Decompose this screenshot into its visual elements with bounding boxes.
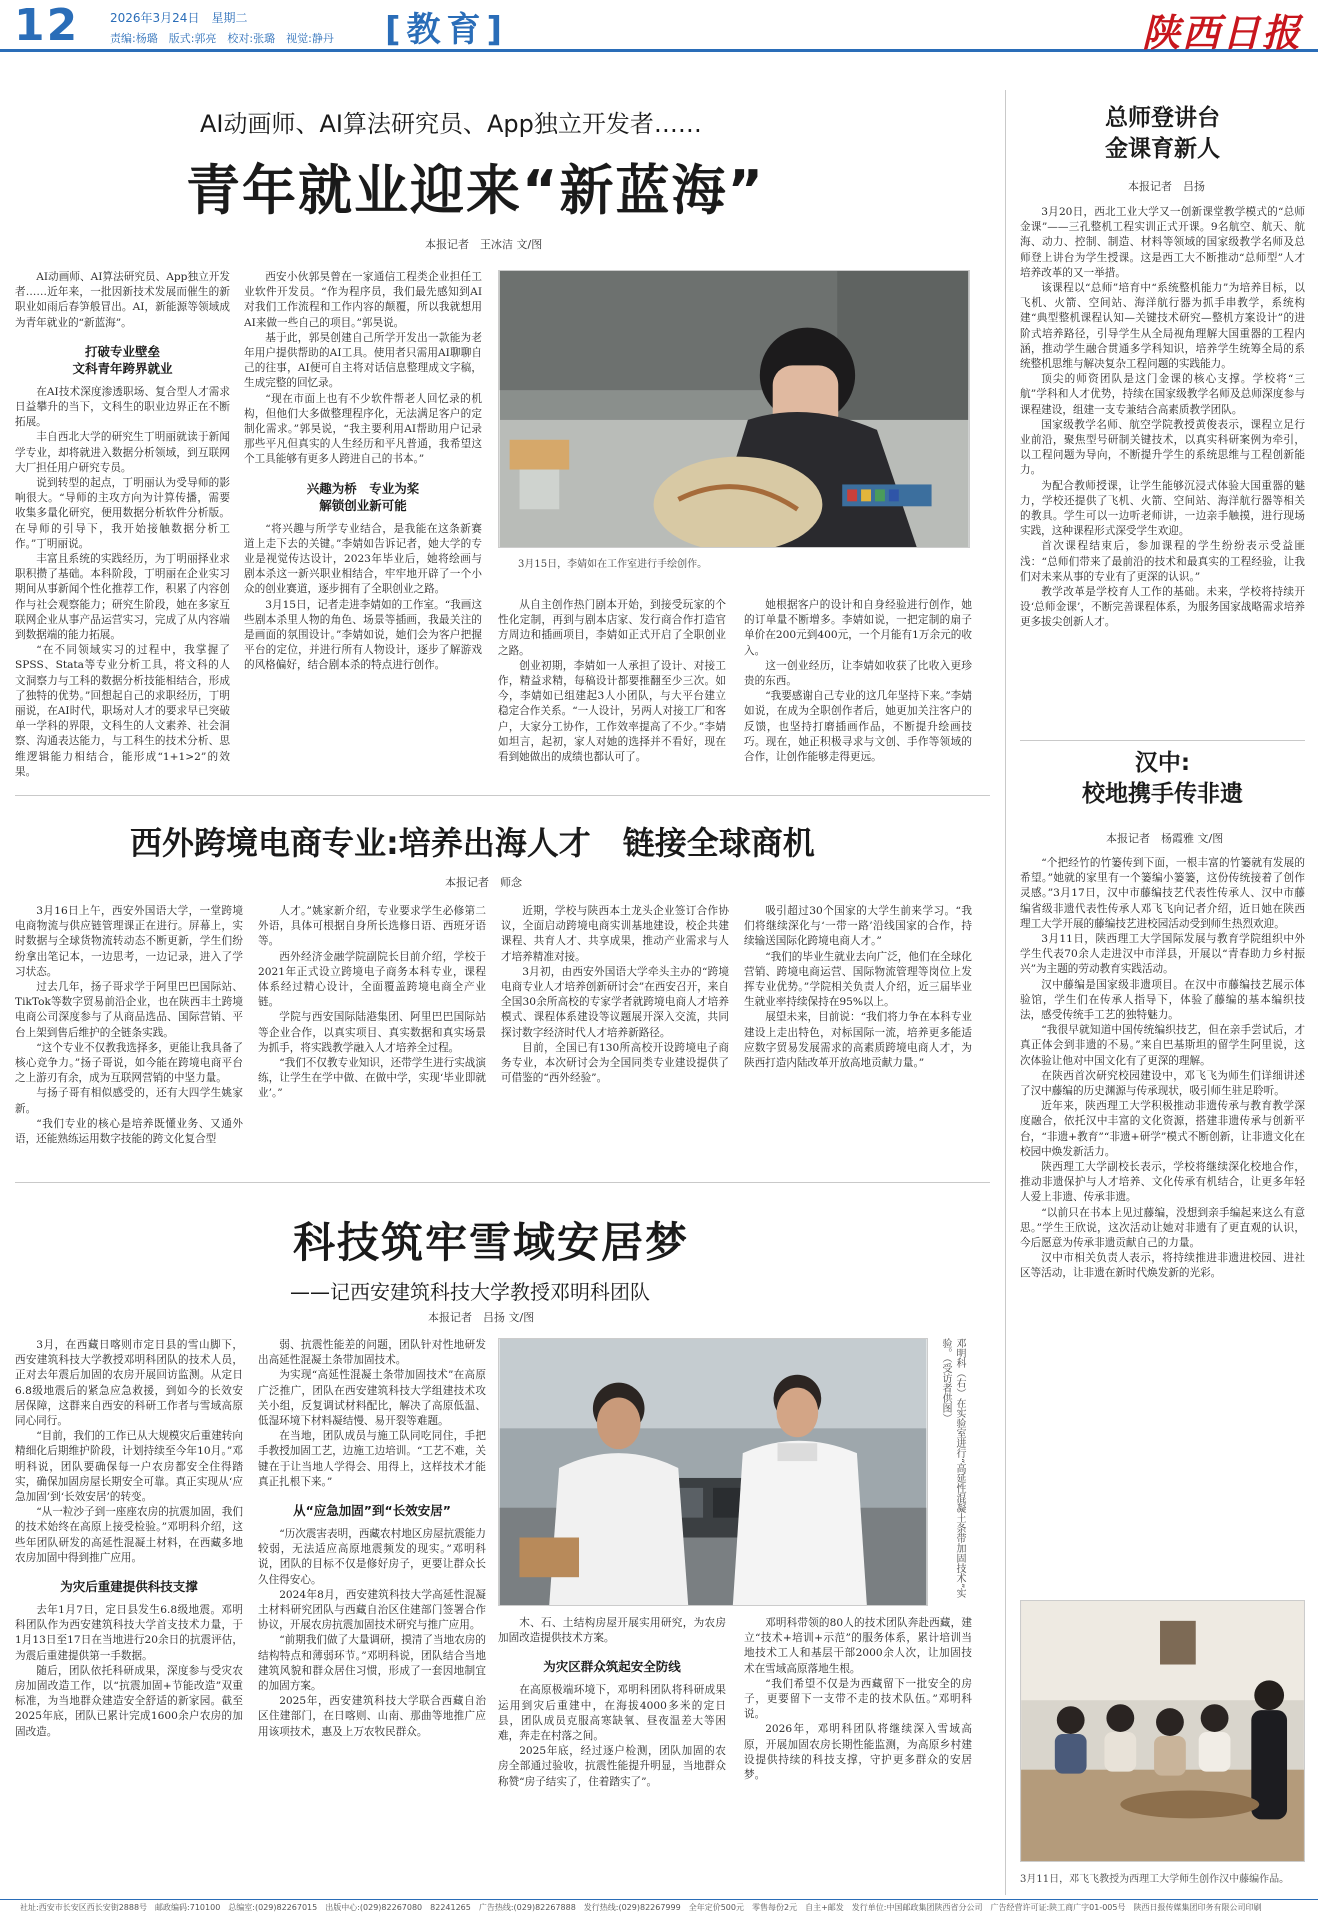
- lead-column-3: [498, 598, 726, 785]
- paragraph: 过去几年，扬子哥求学于阿里巴巴国际站、TikTok等数字贸易前沿企业，也在陕西丰土跨境电商公司深度参与了从商品选品、国际营销、平台上架到售后维护的全链条实践。: [15, 981, 243, 1039]
- paragraph: “我们专业的核心是培养既懂业务、又通外语，还能熟练运用数字技能的跨文化复合型: [15, 1117, 243, 1146]
- lead-headline: 青年就业迎来“新蓝海”: [186, 159, 765, 222]
- sidebar2-photo-caption: 3月11日，邓飞飞教授为西理工大学师生创作汉中藤编作品。: [1020, 1874, 1290, 1885]
- paragraph: “目前，我们的工作已从大规模灾后重建转向精细化后期维护阶段，计划持续至今年10月。”邓明科说，团队要确保每一户农房都安全住得踏实，确保加固房屋长期安全可靠。真正实现从‘应急加固’到‘长效安居’的转变。: [15, 1430, 243, 1504]
- paragraph: 人才。”姚家新介绍，专业要求学生必修第二外语，具体可根据自身所长选修日语、西班牙语等。: [258, 905, 486, 948]
- paragraph: 国家级教学名师、航空学院教授黄俊表示，课程立足行业前沿，聚焦型号研制关键技术，以真实科研案例为牵引，以工程问题为导向，不断提升学生的系统思维与工程创新能力。: [1020, 418, 1305, 477]
- article3-subhead-2: 从“应急加固”到“长效安居”: [293, 1503, 451, 1519]
- paragraph: 说到转型的起点，丁明丽认为受导师的影响很大。“导师的主攻方向为计算传播，需要收集多量化研究，便用数据分析软件分析版。在导师的引导下，我开始接触数据分析工作。”丁明丽说。: [15, 477, 230, 550]
- paragraph: 3月11日，陕西理工大学国际发展与教育学院组织中外学生代表70余人走进汉中市洋县，开展以“青春助力乡村振兴”为主题的劳动教育实践活动。: [1020, 933, 1305, 976]
- paragraph: “将兴趣与所学专业结合，是我能在这条新赛道上走下去的关键。”李婧如告诉记者，她大学的专业是视觉传达设计，2023年毕业后，她将绘画与剧本杀这一新兴职业相结合，牢牢地开辟了一个小众的创业赛道，逐步拥有了全职创业之路。: [244, 522, 482, 596]
- paragraph: 在高原极端环境下，邓明科团队将科研成果运用到灾后重建中，在海拔4000多米的定日县，团队成员克服高寒缺氧、昼夜温差大等困难，奔走在村落之间。: [498, 1684, 726, 1743]
- paragraph: 弱、抗震性能差的问题，团队针对性地研发出高延性混凝土条带加固技术。: [258, 1339, 486, 1367]
- paragraph: 近年来，陕西理工大学积极推动非遗传承与教育教学深度融合，依托汉中丰富的文化资源，搭建非遗传承与创新平台，“非遗+教育”“非遗+研学”模式不断创新，让非遗文化在校园中焕发新活力。: [1020, 1100, 1305, 1158]
- lead-column-4: [744, 598, 972, 785]
- paragraph: 陕西理工大学副校长表示，学校将继续深化校地合作，推动非遗保护与人才培养、文化传承有机结合，让更多年轻人爱上非遗、传承非遗。: [1020, 1161, 1305, 1204]
- paragraph: 3月，在西藏日喀则市定日县的雪山脚下，西安建筑科技大学教授邓明科团队的技术人员，正对去年震后加固的农房开展回访监测。从定日6.8级地震后的紧急应急救援，到如今的长效安居保障，这群来自西安的科研工作者与雪域高原同心同行。: [15, 1339, 243, 1428]
- paragraph: 木、石、土结构房屋开展实用研究，为农房加固改造提供技术方案。: [498, 1617, 726, 1645]
- paragraph: 在当地，团队成员与施工队同吃同住，手把手教授加固工艺，边施工边培训。“工艺不难，关键在于让当地人学得会、用得上，这样技术才能真正扎根下来。”: [258, 1430, 486, 1488]
- lead-photo-caption: 3月15日，李婧如在工作室进行手绘创作。: [518, 559, 708, 570]
- sidebar2-photo: [1020, 1600, 1305, 1862]
- paragraph: 她根据客户的设计和自身经验进行创作，她的订单量不断增多。李婧如说，一把定制的扇子单价在200元到400元，一个月能有1万余元的收入。: [744, 599, 972, 657]
- paragraph: 西安小伙郭昊曾在一家通信工程类企业担任工业软件开发员。“作为程序员，我们最先感知到AI对我们工作流程和工作内容的颠覆，所以我就想用AI来做一些自己的项目。”郭昊说。: [244, 271, 482, 329]
- paragraph: “我们不仅教专业知识，还带学生进行实战演练，让学生在学中做、在做中学，实现‘毕业即就业’。”: [258, 1057, 486, 1100]
- masthead: [0, 0, 1318, 55]
- article3-subhead-1: 为灾后重建提供科技支撑: [60, 1579, 198, 1595]
- paragraph: “我们希望不仅是为西藏留下一批安全的房子，更要留下一支带不走的技术队伍。”邓明科说。: [744, 1677, 972, 1721]
- paragraph: 2025年，西安建筑科技大学联合西藏自治区住建部门，在日喀则、山南、那曲等地推广应用该项技术，惠及上万农牧民群众。: [258, 1695, 486, 1738]
- article3-photo-caption: 邓明科（右）在实验室进行“高延性混凝土条带加固技术”实验。（受访者供图）: [940, 1338, 965, 1599]
- paragraph: 3月15日，记者走进李婧如的工作室。“我画这些剧本杀里人物的角色、场景等插画，我最关注的是画面的氛围设计。”李婧如说，她们会为客户把握平台的定位，并进行所有人物设计，逐步了解游戏的风格偏好，结合剧本杀的特点进行创作。: [244, 598, 482, 672]
- paragraph: “历次震害表明，西藏农村地区房屋抗震能力较弱，无法适应高原地震频发的现实。”邓明科说，团队的目标不仅是修好房子，更要让群众长久住得安心。: [258, 1528, 486, 1586]
- paragraph: 2026年，邓明科团队将继续深入雪域高原，开展加固农房长期性能监测，为高原乡村建设提供持续的科技支撑，守护更多群众的安居梦。: [744, 1723, 972, 1782]
- lead-byline: 本报记者 王冰洁 文/图: [425, 238, 543, 251]
- section-divider: [15, 1182, 990, 1183]
- paragraph: 3月20日，西北工业大学又一创新课堂教学模式的“总师金课”——三孔整机工程实训正式开课。9名航空、航天、航海、动力、控制、制造、材料等领域的国家级教学名师及总师登上讲台为学生授课。这是西工大不断推动“总师型”人才培养改革的又一举措。: [1020, 206, 1305, 279]
- lead-subhead-1: 打破专业壁垒 文科青年跨界就业: [72, 343, 173, 376]
- paragraph: 去年1月7日，定日县发生6.8级地震。邓明科团队作为西安建筑科技大学首支技术力量，于1月13日至17日在当地进行20余日的抗震评估，为震后重建提供第一手数据。: [15, 1604, 243, 1662]
- paragraph: “这个专业不仅教我选择多，更能让我具备了核心竞争力。”扬子哥说，如今能在跨境电商平台之上游刃有余，成为互联网营销的中坚力量。: [15, 1041, 243, 1085]
- newspaper-logo: 陕西日报: [1141, 10, 1302, 55]
- article3-headline: 科技筑牢雪域安居梦: [293, 1218, 690, 1267]
- sidebar2-byline: 本报记者 杨霞雅 文/图: [1106, 832, 1224, 845]
- paragraph: “个把经竹的竹篓传到下面，一根丰富的竹篓就有发展的希望。”她就的家里有一个篓编小篓篓，这份传统接着了创作灵感。”3月17日，汉中市藤编技艺代表性传承人、汉中市藤编省级非遗代表性传承人邓飞飞向记者介绍，近日她在陕西理工大学开展的藤编技艺进校园活动受到师生热烈欢迎。: [1020, 857, 1305, 930]
- paragraph: 西外经济金融学院副院长目前介绍，学校于2021年正式设立跨境电子商务本科专业，课程体系经过精心设计，全面覆盖跨境电商全产业链。: [258, 950, 486, 1009]
- paragraph: 3月16日上午，西安外国语大学，一堂跨境电商物流与供应链管理课正在进行。屏幕上，实时数据与全球货物流转动态不断更新，学生们纷纷拿出笔记本，一边思考，一边记录，进入了学习状态。: [15, 905, 243, 978]
- article2-column-2: [258, 904, 486, 1172]
- paragraph: 邓明科带领的80人的技术团队奔赴西藏，建立“技术+培训+示范”的服务体系，累计培训当地技术工人和基层干部2000余人次，让加固技术在雪域高原落地生根。: [744, 1617, 972, 1675]
- paragraph: “从一粒沙子到一座座农房的抗震加固，我们的技术始终在高原上接受检验。”邓明科介绍，这些年团队研发的高延性混凝土材料，在西藏多地农房加固中得到推广应用。: [15, 1506, 243, 1564]
- paragraph: “我要感谢自己专业的这几年坚持下来。”李婧如说，在成为全职创作者后，她更加关注客户的反馈，也坚持打磨插画作品，不断提升绘画技巧。现在，她正积极寻求与文创、手作等领域的合作，让创作能够走得更远。: [744, 690, 972, 764]
- article3-subhead-3: 为灾区群众筑起安全防线: [543, 1659, 681, 1675]
- paragraph: 与扬子哥有相似感受的，还有大四学生姚家新。: [15, 1087, 243, 1115]
- editorial-staff: 责编:杨璐 版式:郭亮 校对:张璐 视觉:静丹: [110, 32, 334, 45]
- sidebar1-headline: 总师登讲台 金课育新人: [1105, 105, 1220, 162]
- section-label: [教育]: [385, 10, 509, 50]
- sidebar2-body: [1020, 856, 1305, 1591]
- article3-byline: 本报记者 吕扬 文/图: [428, 1311, 535, 1324]
- section-divider: [15, 795, 990, 796]
- paragraph: 3月初，由西安外国语大学牵头主办的“跨境电商专业人才培养创新研讨会”在西安召开，来自全国30余所高校的专家学者就跨境电商人才培养模式、课程体系建设等议题展开深入交流，共同探讨数字经济时代人才培养新路径。: [501, 965, 729, 1039]
- article2-column-1: [15, 904, 243, 1172]
- paragraph: 教学改革是学校育人工作的基础。未来，学校将持续开设‘总师金课’，不断完善课程体系，为服务国家战略需求培养更多拔尖创新人才。: [1020, 586, 1305, 629]
- paragraph: 顶尖的师资团队是这门金课的核心支撑。学校将“三航”学科和人才优势，持续在国家级教学名师及总师深度参与课程建设，组建一支专兼结合高素质教学团队。: [1020, 373, 1305, 416]
- paragraph: 近期，学校与陕西本土龙头企业签订合作协议，全面启动跨境电商实训基地建设，校企共建课程、共育人才、共享成果，推动产业需求与人才培养精准对接。: [501, 905, 729, 963]
- paragraph: 丰富且系统的实践经历，为丁明丽择业求职积攒了基础。本科阶段，丁明丽在企业实习期间从事新闻个性化推荐工作，积累了内容创作与社会观察能力；研究生阶段，她在多家互联网企业从事产品运营实习，完成了从内容端到数据端的能力拓展。: [15, 553, 230, 642]
- paragraph: 这一创业经历，让李婧如收获了比收入更珍贵的东西。: [744, 659, 972, 688]
- paragraph: 从自主创作热门剧本开始，到接受玩家的个性化定制，再到与剧本店家、发行商合作打造官方周边和插画项目，李婧如正式开启了全职创业之路。: [498, 599, 726, 657]
- lead-kicker: AI动画师、AI算法研究员、App独立开发者……: [200, 110, 702, 138]
- paragraph: 2024年8月，西安建筑科技大学高延性混凝土材料研究团队与西藏自治区住建部门签署合作协议，开展农房抗震加固技术研究与推广应用。: [258, 1588, 486, 1632]
- paragraph: 汉中藤编是国家级非遗项目。在汉中市藤编技艺展示体验馆，学生们在传承人指导下，体验了藤编的基本编织技法，感受传统手工艺的独特魅力。: [1020, 978, 1305, 1022]
- paragraph: 创业初期，李婧如一人承担了设计、对接工作，精益求精，每稿设计都要推翻至少三次。如今，李婧如已组建起3人小团队，与大平台建立稳定合作关系。“一人设计，另两人对接工厂和客户，大家分工协作，工作效率提高了不少。”李婧如坦言，起初，家人对她的选择并不看好，现在看到她做出的成绩也都认可了。: [498, 659, 726, 764]
- paragraph: 随后，团队依托科研成果，深度参与受灾农房加固改造工作，以“抗震加固+节能改造”双重标准，为当地群众建造安全舒适的新家园。截至2025年底，团队已累计完成1600余户农房的加固改造。: [15, 1664, 243, 1738]
- article2-column-4: [744, 904, 972, 1172]
- paragraph: “在不同领域实习的过程中，我掌握了SPSS、Stata等专业分析工具，将文科的人文洞察力与工科的数据分析技能相结合，形成了独特的优势。”回想起自己的求职经历，丁明丽说，在AI时代，职场对人才的要求早已突破单一学科的界限，文科生的人文素养、社会洞察、沟通表达能力，与工科生的技术分析、思维逻辑能力相结合，能形成“1+1>2”的效果。: [15, 644, 230, 778]
- paragraph: 该课程以“总师”培育中“系统整机能力”为培养目标，以飞机、火箭、空间站、海洋航行器为抓手串教学，系统构建“典型整机课程认知—关键技术研究—整机方案设计”的进阶式培养路径，引导学生从全局视角理解大国重器的工程内涵，推动学生融合贯通多学科知识，培养学生统筹全局的系统整机思维与解决复杂工程问题的实践能力。: [1020, 282, 1305, 371]
- paragraph: “前期我们做了大量调研，摸清了当地农房的结构特点和薄弱环节。”邓明科说，团队结合当地建筑风貌和群众居住习惯，形成了一套因地制宜的加固方案。: [258, 1634, 486, 1693]
- article3-column-4: [744, 1616, 972, 1893]
- paragraph: “我们的毕业生就业去向广泛，他们在全球化营销、跨境电商运营、国际物流管理等岗位上发挥专业优势。”学院相关负责人介绍，近三届毕业生就业率持续保持在95%以上。: [744, 950, 972, 1009]
- paragraph: 首次课程结束后，参加课程的学生纷纷表示受益匪浅：“总师们带来了最前沿的技术和最真实的工程经验，让我们对未来从事的专业有了更深的认识。”: [1020, 540, 1305, 583]
- article3-column-2: [258, 1338, 486, 1893]
- sidebar2-headline: 汉中: 校地携手传非遗: [1082, 750, 1243, 807]
- article3-photo: [498, 1338, 928, 1606]
- paragraph: 在AI技术深度渗透职场、复合型人才需求日益攀升的当下，文科生的职业边界正在不断拓展。: [15, 385, 230, 429]
- paragraph: 为配合教师授课，让学生能够沉浸式体验大国重器的魅力，学校还提供了飞机、火箭、空间站、海洋航行器等相关的教具。学生可以一边听老师讲，一边亲手触摸，进行现场实践，这种课程形式深受学生欢迎。: [1020, 479, 1305, 538]
- paragraph: 汉中市相关负责人表示，将持续推进非遗进校园、进社区等活动，让非遗在新时代焕发新的光彩。: [1020, 1252, 1305, 1280]
- article2-column-3: [501, 904, 729, 1172]
- lead-photo: [498, 270, 970, 548]
- paragraph: 目前，全国已有130所高校开设跨境电子商务专业，本次研讨会为全国同类专业建设提供了可借鉴的“西外经验”。: [501, 1041, 729, 1085]
- article3-subtitle: ——记西安建筑科技大学教授邓明科团队: [290, 1280, 650, 1304]
- paragraph: 基于此，郭昊创建自己所学开发出一款能为老年用户提供帮助的AI工具。使用者只需用AI聊聊自己的往事，AI便可自主将对话信息整理成文字稿，生成完整的回忆录。: [244, 331, 482, 390]
- paragraph: 学院与西安国际陆港集团、阿里巴巴国际站等企业合作，以真实项目、真实数据和真实场景为抓手，将实践教学融入人才培养全过程。: [258, 1011, 486, 1054]
- paragraph: 丰自西北大学的研究生丁明丽就读于新闻学专业，却将就进入数据分析领域，到互联网大厂担任用户研究专员。: [15, 431, 230, 474]
- lead-subhead-2: 兴趣为桥 专业为桨 解锁创业新可能: [306, 480, 420, 513]
- sidebar-divider: [1005, 90, 1006, 1895]
- paragraph: AI动画师、AI算法研究员、App独立开发者……近年来，一批因新技术发展而催生的新职业如雨后春笋般冒出。AI，新能源等领域成为青年就业的“新蓝海”。: [15, 271, 230, 329]
- publication-date: 2026年3月24日 星期二: [110, 11, 248, 25]
- paragraph: 展望未来，目前说：“我们将力争在本科专业建设上走出特色，对标国际一流，培养更多能适应数字贸易发展需求的高素质跨境电商人才，为陕西打造内陆改革开放高地贡献力量。”: [744, 1011, 972, 1070]
- paragraph: 为实现“高延性混凝土条带加固技术”在高原广泛推广，团队在西安建筑科技大学组建技术攻关小组，反复调试材料配比，解决了高原低温、低湿环境下材料凝结慢、易开裂等难题。: [258, 1369, 486, 1428]
- paragraph: 在陕西首次研究校园建设中，邓飞飞为师生们详细讲述了汉中藤编的历史渊源与传承现状，吸引师生驻足聆听。: [1020, 1069, 1305, 1098]
- page-footer: 社址:西安市长安区西长安街2888号 邮政编码:710100 总编室:(029)82267015 出版中心:(029)82267080 82241265 广告热线:(029)82267888 发行热线:(029)82267999 全年定价500元 零售每份2元 自主+邮发 发行单位:中国邮政集团陕西省分公司 广告经营许可证:陕工商广字01-005号 陕西日报传媒集团印务有限公司印刷: [0, 1899, 1318, 1916]
- sidebar1-byline: 本报记者 吕扬: [1128, 180, 1205, 193]
- paragraph: 2025年底，经过逐户检测，团队加固的农房全部通过验收，抗震性能提升明显，当地群众称赞“房子结实了，住着踏实了”。: [498, 1745, 726, 1788]
- paragraph: “我很早就知道中国传统编织技艺，但在亲手尝试后，才真正体会到非遗的不易。”来自巴基斯坦的留学生阿里说，这次体验让他对中国文化有了更深的理解。: [1020, 1024, 1305, 1067]
- page-number: 12: [14, 0, 80, 51]
- sidebar1-body: [1020, 205, 1305, 730]
- article2-byline: 本报记者 师念: [445, 876, 522, 889]
- article3-column-1: [15, 1338, 243, 1893]
- lead-column-2: [244, 270, 482, 785]
- article2-headline: 西外跨境电商专业:培养出海人才 链接全球商机: [130, 824, 815, 862]
- paragraph: 吸引超过30个国家的大学生前来学习。“我们将继续深化与‘一带一路’沿线国家的合作，持续输送国际化跨境电商人才。”: [744, 905, 972, 948]
- lead-column-1: [15, 270, 230, 785]
- article3-column-3: [498, 1616, 726, 1893]
- paragraph: “现在市面上也有不少软件帮老人回忆录的机构，但他们大多做整理程序化，无法满足客户的定制化需求。”郭昊说，“我主要利用AI帮助用户记录那些平凡但真实的人生经历和平凡普通，我希望这个工具能够有更多人跨进自己的书本。”: [244, 392, 482, 466]
- paragraph: “以前只在书本上见过藤编，没想到亲手编起来这么有意思。”学生王欣说，这次活动让她对非遗有了更直观的认识，今后愿意为传承非遗贡献自己的力量。: [1020, 1206, 1305, 1250]
- sidebar-section-divider: [1020, 740, 1305, 741]
